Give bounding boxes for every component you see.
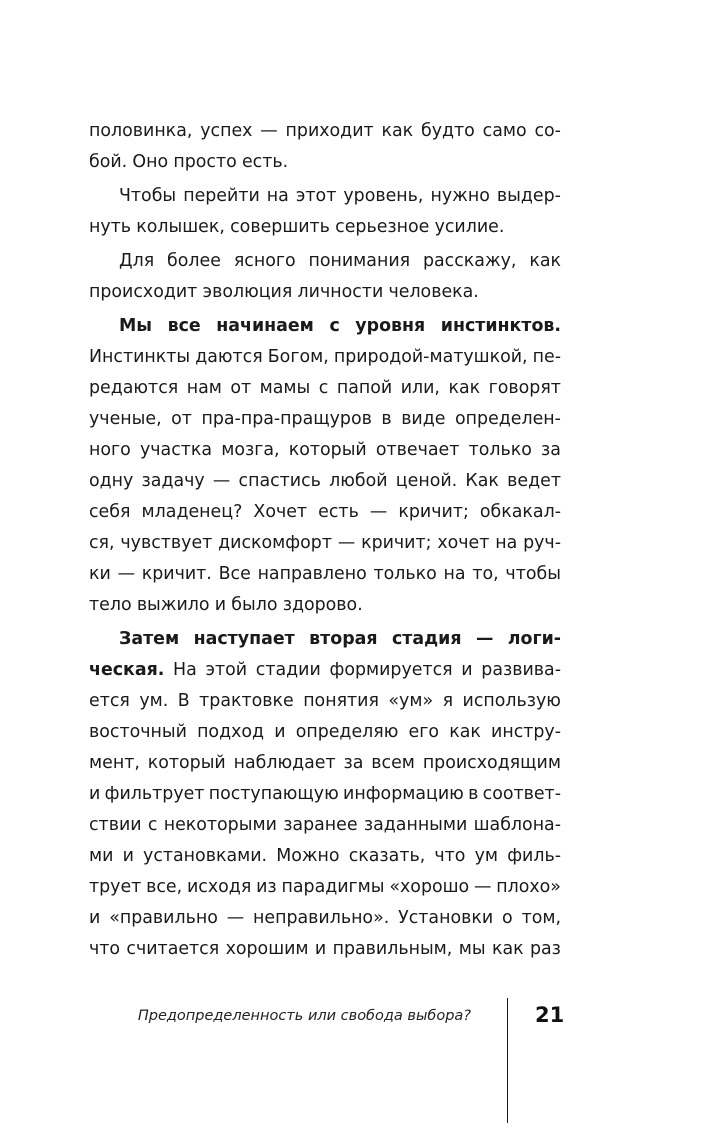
word: только — [373, 564, 437, 584]
word: исходя — [187, 877, 252, 897]
word: на — [266, 186, 289, 206]
word: формируется — [329, 660, 453, 680]
word: само — [482, 121, 527, 141]
word: пра-пра-пращуров — [201, 409, 372, 429]
word: и — [461, 660, 473, 680]
word: определен- — [455, 409, 561, 429]
word: его — [408, 722, 440, 742]
word: успех — [200, 121, 253, 141]
word: ученые, — [89, 409, 162, 429]
text-line — [89, 147, 561, 178]
word: — — [475, 629, 494, 649]
word: ценой. — [395, 471, 458, 491]
bold-lead-word: ческая. — [89, 660, 165, 680]
word: человека. — [388, 282, 479, 302]
word: расскажу, — [422, 251, 517, 271]
word: мы — [458, 939, 486, 959]
word: — — [226, 908, 245, 928]
word: подход — [197, 722, 265, 742]
text-line — [89, 373, 561, 404]
word: серьезное — [335, 217, 430, 237]
word: логи- — [507, 629, 561, 649]
word: эволюция — [202, 282, 293, 302]
word: нуть — [89, 217, 132, 237]
word: ведет — [507, 471, 561, 491]
word: и — [314, 939, 327, 959]
word: который — [288, 440, 367, 460]
word: этой — [205, 660, 248, 680]
text-line — [89, 342, 561, 373]
word: любой — [329, 471, 388, 491]
word: тело — [89, 595, 132, 615]
word: вторая — [309, 629, 378, 649]
word: правильным, — [332, 939, 453, 959]
word: перейти — [183, 186, 260, 206]
word: с — [318, 378, 329, 398]
word: усилие. — [434, 217, 505, 237]
word: отвечает — [375, 440, 460, 460]
footer-divider — [507, 998, 508, 1123]
word: «хорошо — [389, 877, 470, 897]
word: Мы — [119, 316, 153, 336]
word: начинаем — [216, 316, 314, 336]
word: совершить — [230, 217, 330, 237]
word: — — [260, 121, 278, 141]
word: — — [212, 471, 231, 491]
word: наблюдает — [233, 753, 336, 773]
word: то, — [472, 564, 499, 584]
word: Для — [119, 251, 155, 271]
word: хочет — [437, 533, 490, 553]
text-line — [89, 872, 561, 903]
word: уровня — [355, 316, 426, 336]
word: — — [337, 533, 356, 553]
word: в — [468, 784, 479, 804]
word: направлено — [257, 564, 367, 584]
word: личности — [297, 282, 384, 302]
word: восточный — [89, 722, 187, 742]
word: уровень, — [343, 186, 424, 206]
word: мент, — [89, 753, 140, 773]
word: шаблона- — [473, 815, 561, 835]
word: нужно — [430, 186, 490, 206]
word: я — [442, 691, 454, 711]
word: трактовке — [199, 691, 294, 711]
word: чтобы — [505, 564, 561, 584]
word: выдер- — [496, 186, 561, 206]
word: руч- — [523, 533, 561, 553]
body-text — [89, 116, 561, 965]
word: Как — [465, 471, 499, 491]
word: есть. — [241, 152, 289, 172]
text-line — [89, 116, 561, 147]
word: хорошим — [225, 939, 309, 959]
word: со- — [534, 121, 561, 141]
word: одну — [89, 471, 134, 491]
word: Богом, — [267, 347, 329, 367]
word: просто — [173, 152, 237, 172]
word: мамы — [259, 378, 311, 398]
word: фильтрует — [104, 784, 205, 804]
word: дискомфорт — [218, 533, 332, 553]
text-line — [89, 717, 561, 748]
text-line — [89, 748, 561, 779]
word: ется — [89, 691, 130, 711]
word: участка — [139, 440, 213, 460]
word: с — [329, 316, 340, 336]
word: этот — [295, 186, 337, 206]
text-line — [89, 466, 561, 497]
word: — — [474, 877, 492, 897]
word: который — [147, 753, 226, 773]
word: сказать, — [348, 846, 426, 866]
word: все, — [146, 877, 183, 897]
word: даются — [195, 347, 263, 367]
word: развива- — [481, 660, 561, 680]
word: чувствует — [120, 533, 213, 553]
word: неправильно». — [253, 908, 390, 928]
word: происходит — [89, 282, 198, 302]
word: соответ- — [482, 784, 561, 804]
word: — — [117, 564, 135, 584]
word: ум — [474, 846, 499, 866]
word: пе- — [532, 347, 561, 367]
word: Инстинкты — [89, 347, 191, 367]
text-line — [89, 686, 561, 717]
word: всем — [371, 753, 415, 773]
text-line — [89, 903, 561, 934]
word: на — [443, 564, 466, 584]
word: и — [274, 722, 286, 742]
page-number: 21 — [535, 1003, 565, 1027]
word: Затем — [119, 629, 180, 649]
word: ясного — [233, 251, 296, 271]
word: инстинктов. — [440, 316, 561, 336]
word: обкакал- — [479, 502, 561, 522]
word: как — [449, 722, 481, 742]
word: задачу — [141, 471, 205, 491]
word: поступающую — [208, 784, 339, 804]
word: виде — [401, 409, 446, 429]
word: что — [89, 939, 121, 959]
word: половинка, — [89, 121, 193, 141]
word: ум. — [139, 691, 169, 711]
word: как — [448, 378, 481, 398]
word: На — [173, 660, 197, 680]
word: на — [495, 533, 518, 553]
text-line — [89, 181, 561, 212]
text-line — [89, 404, 561, 435]
word: о — [502, 908, 513, 928]
word: выжило — [136, 595, 210, 615]
word: том, — [521, 908, 561, 928]
word: спастись — [238, 471, 321, 491]
word: парадигмы — [281, 877, 385, 897]
word: В — [177, 691, 190, 711]
word: установками. — [143, 846, 268, 866]
word: как — [381, 121, 414, 141]
text-line — [89, 779, 561, 810]
word: инстру- — [491, 722, 561, 742]
text-line — [89, 246, 561, 277]
running-title: Предопределенность или свобода выбора? — [137, 1008, 471, 1024]
word: как — [529, 251, 561, 271]
text-line — [89, 810, 561, 841]
text-line — [89, 497, 561, 528]
word: здорово. — [282, 595, 363, 615]
word: Хочет — [253, 502, 308, 522]
word: стадия — [392, 629, 462, 649]
word: из — [256, 877, 277, 897]
word: ся, — [89, 533, 115, 553]
word: кричит; — [361, 533, 432, 553]
word: есть — [318, 502, 359, 522]
word: информацию — [343, 784, 464, 804]
word: бой. — [89, 152, 128, 172]
word: филь- — [507, 846, 561, 866]
word: трует — [89, 877, 142, 897]
word: папой — [336, 378, 393, 398]
text-line — [89, 212, 561, 243]
text-line — [89, 435, 561, 466]
word: Оно — [132, 152, 169, 172]
word: было — [231, 595, 278, 615]
word: за — [541, 440, 561, 460]
text-line — [89, 559, 561, 590]
word: плохо» — [496, 877, 561, 897]
word: редаются — [89, 378, 179, 398]
word: Чтобы — [119, 186, 177, 206]
word: мозга, — [221, 440, 280, 460]
text-line — [89, 590, 561, 621]
word: наступает — [193, 629, 295, 649]
word: и — [89, 784, 101, 804]
word: колышек, — [136, 217, 225, 237]
word: только — [468, 440, 532, 460]
word: понимания — [308, 251, 411, 271]
word: природой-матушкой, — [333, 347, 528, 367]
word: говорят — [488, 378, 561, 398]
word: стадии — [255, 660, 321, 680]
word: ного — [89, 440, 131, 460]
word: раз — [529, 939, 561, 959]
word: от — [171, 409, 192, 429]
text-line — [89, 528, 561, 559]
word: заданными — [363, 815, 468, 835]
word: и — [214, 595, 227, 615]
word: «правильно — [109, 908, 218, 928]
word: в — [381, 409, 392, 429]
word: и — [122, 846, 134, 866]
word: младенец? — [141, 502, 243, 522]
text-line — [89, 841, 561, 872]
text-line — [89, 277, 561, 308]
word: Можно — [276, 846, 340, 866]
word: как — [491, 939, 524, 959]
word: более — [167, 251, 221, 271]
word: Установки — [398, 908, 494, 928]
word: ми — [89, 846, 114, 866]
word: что — [434, 846, 466, 866]
word: ки — [89, 564, 111, 584]
word: кричит. — [141, 564, 212, 584]
word: считается — [126, 939, 220, 959]
word: ствии — [89, 815, 142, 835]
word: приходит — [285, 121, 374, 141]
word: с — [147, 815, 158, 835]
word: «ум» — [388, 691, 434, 711]
word: все — [167, 316, 201, 336]
word: за — [343, 753, 364, 773]
word: использую — [462, 691, 561, 711]
word: и — [89, 908, 101, 928]
mixed-line — [89, 655, 561, 686]
word: Все — [218, 564, 251, 584]
word: кричит; — [398, 502, 469, 522]
word: нам — [186, 378, 222, 398]
word: понятия — [303, 691, 379, 711]
word: некоторыми — [163, 815, 277, 835]
bold-lead-line — [89, 624, 561, 655]
word: происходящим — [422, 753, 561, 773]
text-line — [89, 934, 561, 965]
word: себя — [89, 502, 131, 522]
bold-lead-line — [89, 311, 561, 342]
word: — — [369, 502, 388, 522]
word: заранее — [283, 815, 358, 835]
word: определяю — [295, 722, 399, 742]
word: от — [230, 378, 252, 398]
word: будто — [421, 121, 475, 141]
word: или, — [400, 378, 440, 398]
